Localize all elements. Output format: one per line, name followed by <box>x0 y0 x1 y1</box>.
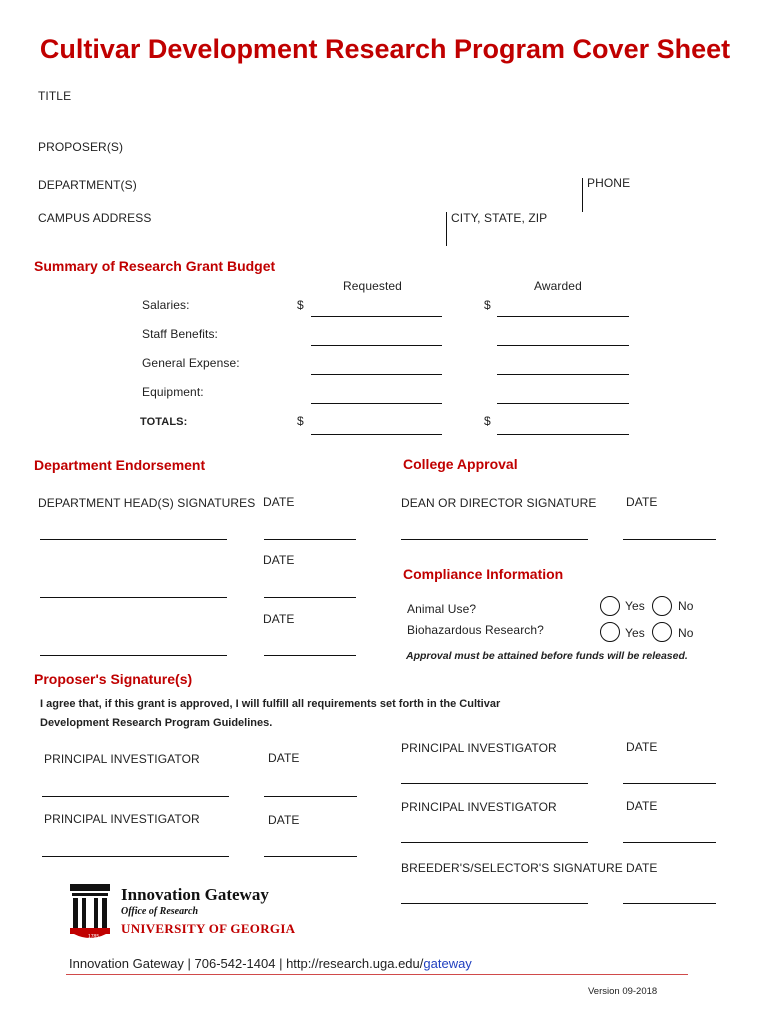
salaries-requested-field[interactable] <box>311 316 442 317</box>
salaries-requested-currency: $ <box>297 298 304 312</box>
pi-signature-field-1[interactable] <box>42 796 229 797</box>
biohazard-no-label: No <box>678 626 694 640</box>
campus-address-label: CAMPUS ADDRESS <box>38 211 152 225</box>
totals-requested-field[interactable] <box>311 434 442 435</box>
phone-divider <box>582 178 583 212</box>
college-date-label: DATE <box>626 495 658 509</box>
version-label: Version 09-2018 <box>588 986 658 997</box>
dean-signature-label: DEAN OR DIRECTOR SIGNATURE <box>401 496 597 510</box>
dept-date-field-3[interactable] <box>264 655 356 656</box>
dept-date-field-2[interactable] <box>264 597 356 598</box>
breeder-signature-field[interactable] <box>401 903 588 904</box>
salaries-awarded-currency: $ <box>484 298 491 312</box>
college-date-field[interactable] <box>623 539 716 540</box>
salaries-label: Salaries: <box>142 298 190 312</box>
dept-date-label-1: DATE <box>263 495 295 509</box>
proposers-label: PROPOSER(S) <box>38 140 124 154</box>
biohazard-yes-radio[interactable] <box>600 622 620 642</box>
animal-use-no-radio[interactable] <box>652 596 672 616</box>
salaries-awarded-field[interactable] <box>497 316 629 317</box>
pi-label-4: PRINCIPAL INVESTIGATOR <box>401 800 557 814</box>
departments-label: DEPARTMENT(S) <box>38 178 137 192</box>
biohazard-no-radio[interactable] <box>652 622 672 642</box>
breeder-date-label: DATE <box>626 861 658 875</box>
pi-signature-field-3[interactable] <box>401 783 588 784</box>
pi-label-2: PRINCIPAL INVESTIGATOR <box>44 812 200 826</box>
page-title: Cultivar Development Research Program Cover Sheet <box>39 34 731 64</box>
logo-name: Innovation Gateway <box>121 885 269 904</box>
compliance-heading: Compliance Information <box>403 566 564 582</box>
pi-date-field-4[interactable] <box>623 842 716 843</box>
dept-head-signature-field-2[interactable] <box>40 597 227 598</box>
totals-label: TOTALS: <box>140 416 188 428</box>
pi-date-label-4: DATE <box>626 799 658 813</box>
pi-date-label-3: DATE <box>626 740 658 754</box>
pi-date-label-2: DATE <box>268 813 300 827</box>
equipment-label: Equipment: <box>142 385 204 399</box>
general-expense-requested-field[interactable] <box>311 374 442 375</box>
biohazard-label: Biohazardous Research? <box>407 623 544 637</box>
dean-signature-field[interactable] <box>401 539 588 540</box>
logo-year: 1785 <box>88 934 100 940</box>
totals-requested-currency: $ <box>297 414 304 428</box>
biohazard-yes-label: Yes <box>625 626 645 640</box>
department-head-signatures-label: DEPARTMENT HEAD(S) SIGNATURES <box>38 496 256 510</box>
pi-signature-field-2[interactable] <box>42 856 229 857</box>
pi-date-label-1: DATE <box>268 751 300 765</box>
animal-use-label: Animal Use? <box>407 602 477 616</box>
dept-date-label-2: DATE <box>263 553 295 567</box>
proposer-signatures-heading: Proposer's Signature(s) <box>34 671 193 687</box>
staff-benefits-requested-field[interactable] <box>311 345 442 346</box>
totals-awarded-field[interactable] <box>497 434 629 435</box>
equipment-requested-field[interactable] <box>311 403 442 404</box>
dept-head-signature-field-1[interactable] <box>40 539 227 540</box>
general-expense-awarded-field[interactable] <box>497 374 629 375</box>
logo-university: UNIVERSITY OF GEORGIA <box>121 921 296 936</box>
requested-header: Requested <box>343 279 402 293</box>
footer-contact <box>69 956 472 971</box>
agreement-text-line-2: Development Research Program Guidelines. <box>40 717 273 729</box>
approval-note: Approval must be attained before funds will be released. <box>406 650 688 662</box>
dept-date-field-1[interactable] <box>264 539 356 540</box>
department-endorsement-heading: Department Endorsement <box>34 457 206 473</box>
staff-benefits-awarded-field[interactable] <box>497 345 629 346</box>
animal-use-yes-radio[interactable] <box>600 596 620 616</box>
pi-label-3: PRINCIPAL INVESTIGATOR <box>401 741 557 755</box>
budget-heading: Summary of Research Grant Budget <box>34 258 276 274</box>
awarded-header: Awarded <box>534 279 582 293</box>
breeder-date-field[interactable] <box>623 903 716 904</box>
footer-gateway-link[interactable]: gateway <box>423 956 472 971</box>
breeder-signature-label: BREEDER'S/SELECTOR'S SIGNATURE <box>401 861 623 875</box>
pi-date-field-3[interactable] <box>623 783 716 784</box>
equipment-awarded-field[interactable] <box>497 403 629 404</box>
dept-date-label-3: DATE <box>263 612 295 626</box>
title-label: TITLE <box>38 89 72 103</box>
logo-office: Office of Research <box>121 906 199 917</box>
pi-signature-field-4[interactable] <box>401 842 588 843</box>
uga-arch-logo-icon <box>68 882 112 942</box>
dept-head-signature-field-3[interactable] <box>40 655 227 656</box>
footer-contact-text: Innovation Gateway | 706-542-1404 | http://research.uga.edu/ <box>69 956 424 971</box>
pi-label-1: PRINCIPAL INVESTIGATOR <box>44 752 200 766</box>
phone-label: PHONE <box>587 176 631 190</box>
animal-use-no-label: No <box>678 599 694 613</box>
animal-use-yes-label: Yes <box>625 599 645 613</box>
city-state-zip-label: CITY, STATE, ZIP <box>451 211 548 225</box>
city-divider <box>446 212 447 246</box>
general-expense-label: General Expense: <box>142 356 240 370</box>
college-approval-heading: College Approval <box>403 456 518 472</box>
agreement-text-line-1: I agree that, if this grant is approved, I will fulfill all requirements set forth in the Cultivar <box>40 698 501 710</box>
totals-awarded-currency: $ <box>484 414 491 428</box>
staff-benefits-label: Staff Benefits: <box>142 327 218 341</box>
pi-date-field-1[interactable] <box>264 796 357 797</box>
pi-date-field-2[interactable] <box>264 856 357 857</box>
footer-divider <box>66 974 688 975</box>
